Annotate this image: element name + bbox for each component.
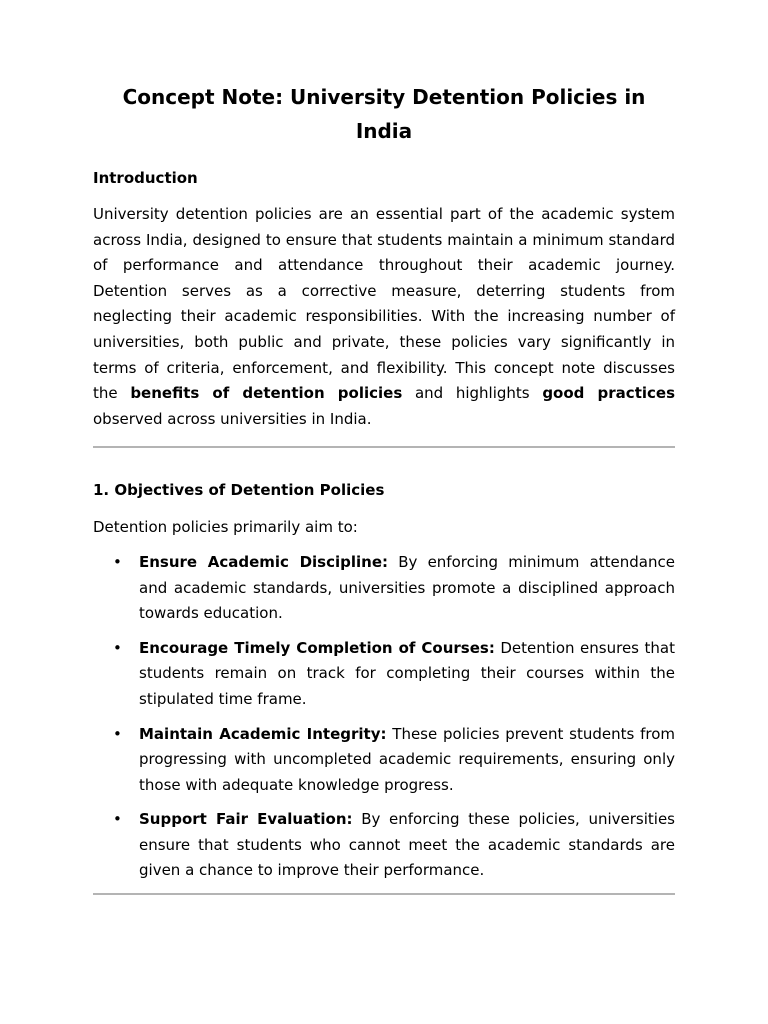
list-item-label: Maintain Academic Integrity:: [139, 724, 387, 743]
list-item: [93, 636, 675, 713]
objectives-lead: Detention policies primarily aim to:: [93, 518, 358, 537]
list-item: [93, 807, 675, 884]
list-item-label: Support Fair Evaluation:: [139, 810, 353, 829]
list-item: [93, 722, 675, 799]
list-item-text: By enforcing minimum attendance and academic standards, universities promote a disciplined approach towards education.: [139, 552, 675, 623]
intro-bold-benefits: benefits of detention policies: [130, 384, 403, 403]
list-item-text: These policies prevent students from progressing with uncompleted academic requirements, ensuring only those with adequate knowledge progress.: [139, 724, 676, 794]
intro-text-1: University detention policies are an essential part of the academic system across India, designed to ensure that students maintain a minimum standard of performance and attendance throughout their academic journey. Detention serves as a corrective measure, deterring students from neglecting their academic responsibilities. With the increasing number of universities, both public and private, these policies vary significantly in terms of criteria, enforcement, and flexibility. This concept note discusses the: [93, 205, 675, 403]
document-title: Concept Note: University Detention Policies in India: [122, 85, 646, 143]
bullet-icon: •: [113, 638, 122, 657]
intro-text-3: observed across universities in India.: [93, 409, 372, 428]
introduction-heading: Introduction: [93, 169, 198, 187]
objectives-list: [93, 550, 675, 884]
section-divider: [93, 893, 675, 895]
intro-bold-good-practices: good practices: [542, 384, 675, 403]
list-item-label: Ensure Academic Discipline:: [139, 552, 389, 571]
list-item-text: Detention ensures that students remain on track for completing their courses within the stipulated time frame.: [139, 638, 675, 708]
section-divider: [93, 446, 675, 448]
list-item: [93, 550, 675, 627]
objectives-heading: 1. Objectives of Detention Policies: [93, 481, 385, 500]
list-item-text: By enforcing these policies, universities ensure that students who cannot meet the academic standards are given a chance to improve their performance.: [139, 810, 675, 880]
bullet-icon: •: [113, 724, 122, 743]
bullet-icon: •: [113, 810, 122, 829]
introduction-paragraph: [93, 202, 675, 432]
bullet-icon: •: [113, 552, 122, 571]
list-item-label: Encourage Timely Completion of Courses:: [139, 638, 495, 657]
intro-text-2: and highlights: [402, 384, 543, 403]
